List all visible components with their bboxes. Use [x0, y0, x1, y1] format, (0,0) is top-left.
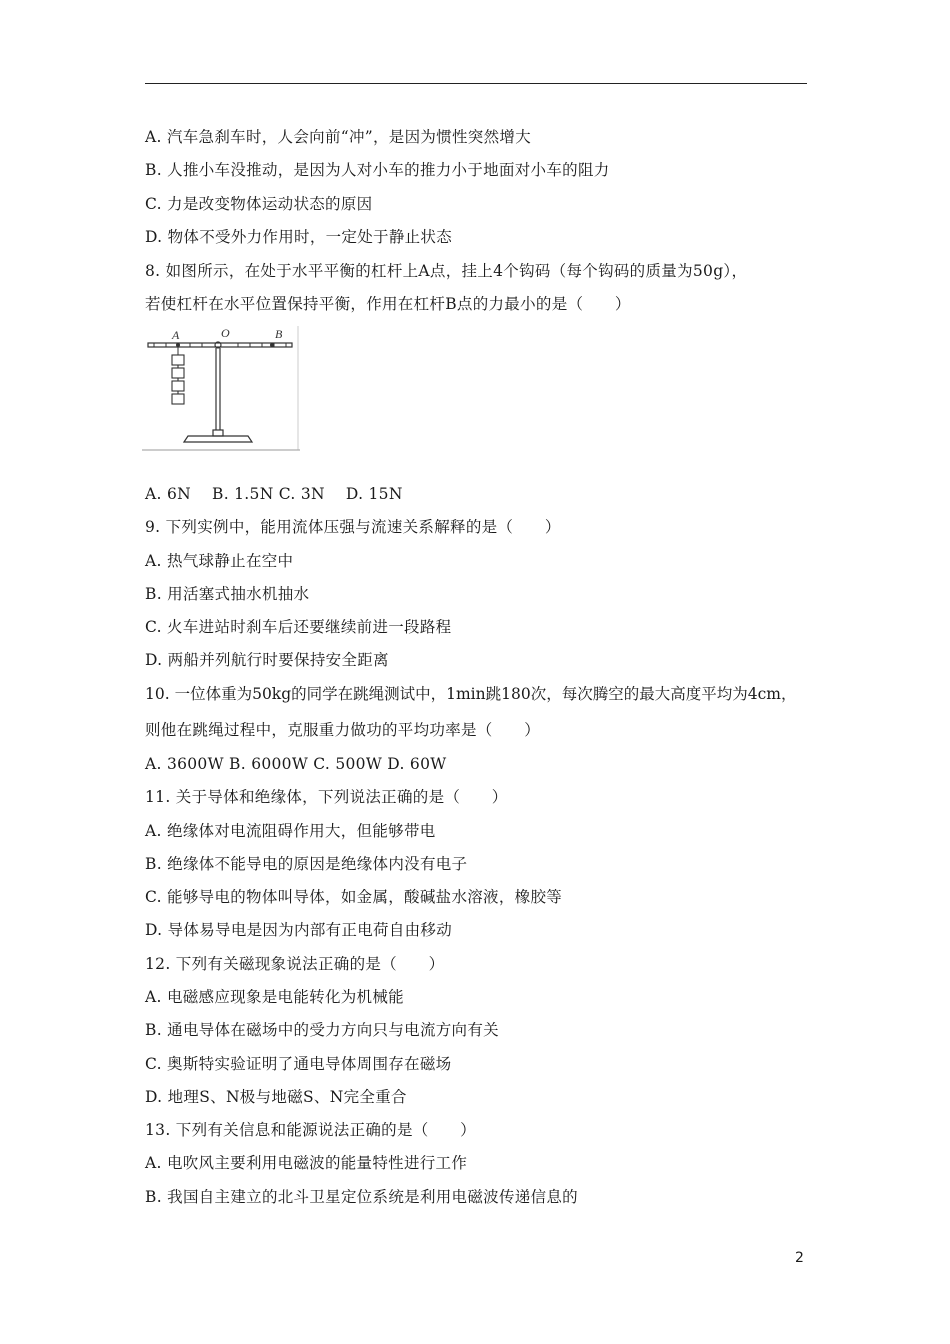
option-9d: D. 两船并列航行时要保持安全距离 [145, 651, 389, 669]
question-13: 13. 下列有关信息和能源说法正确的是（ ） [145, 1121, 476, 1139]
option-12d: D. 地理S、N极与地磁S、N完全重合 [145, 1088, 407, 1106]
option-11b: B. 绝缘体不能导电的原因是绝缘体内没有电子 [145, 855, 468, 873]
options-10: A. 3600W B. 6000W C. 500W D. 60W [145, 755, 447, 773]
page-number: 2 [795, 1250, 804, 1266]
option-11a: A. 绝缘体对电流阻碍作用大，但能够带电 [145, 822, 436, 840]
hanging-weights [172, 355, 184, 404]
option-11c: C. 能够导电的物体叫导体，如金属，酸碱盐水溶液，橡胶等 [145, 888, 563, 906]
point-a-marker [176, 343, 180, 347]
label-b: B [275, 327, 283, 341]
question-9: 9. 下列实例中，能用流体压强与流速关系解释的是（ ） [145, 518, 561, 536]
option-11d: D. 导体易导电是因为内部有正电荷自由移动 [145, 921, 453, 939]
question-11: 11. 关于导体和绝缘体，下列说法正确的是（ ） [145, 788, 508, 806]
question-10-line-1: 10. 一位体重为50kg的同学在跳绳测试中，1min跳180次，每次腾空的最大高度平均为4cm， [145, 685, 797, 703]
point-b-marker [270, 343, 274, 347]
option-7b: B. 人推小车没推动，是因为人对小车的推力小于地面对小车的阻力 [145, 161, 610, 179]
label-a: A [172, 328, 180, 342]
options-8: A. 6N B. 1.5N C. 3N D. 15N [145, 485, 403, 503]
question-8-line-2: 若使杠杆在水平位置保持平衡，作用在杠杆B点的力最小的是（ ） [145, 295, 631, 313]
question-8-line-1: 8. 如图所示，在处于水平平衡的杠杆上A点，挂上4个钩码（每个钩码的质量为50g）， [145, 262, 748, 280]
question-12: 12. 下列有关磁现象说法正确的是（ ） [145, 955, 445, 973]
option-12b: B. 通电导体在磁场中的受力方向只与电流方向有关 [145, 1021, 499, 1039]
option-13b: B. 我国自主建立的北斗卫星定位系统是利用电磁波传递信息的 [145, 1188, 578, 1206]
option-7a: A. 汽车急刹车时，人会向前“冲”，是因为惯性突然增大 [145, 128, 531, 146]
question-10-line-2: 则他在跳绳过程中，克服重力做功的平均功率是（ ） [145, 721, 541, 739]
option-9a: A. 热气球静止在空中 [145, 552, 294, 570]
stand [184, 348, 252, 442]
lever-diagram [142, 326, 300, 452]
label-o: O [221, 326, 230, 340]
option-12c: C. 奥斯特实验证明了通电导体周围存在磁场 [145, 1055, 452, 1073]
option-7d: D. 物体不受外力作用时，一定处于静止状态 [145, 228, 453, 246]
option-12a: A. 电磁感应现象是电能转化为机械能 [145, 988, 404, 1006]
option-9b: B. 用活塞式抽水机抽水 [145, 585, 310, 603]
header-rule [145, 83, 807, 84]
option-9c: C. 火车进站时刹车后还要继续前进一段路程 [145, 618, 452, 636]
option-7c: C. 力是改变物体运动状态的原因 [145, 195, 373, 213]
option-13a: A. 电吹风主要利用电磁波的能量特性进行工作 [145, 1154, 468, 1172]
